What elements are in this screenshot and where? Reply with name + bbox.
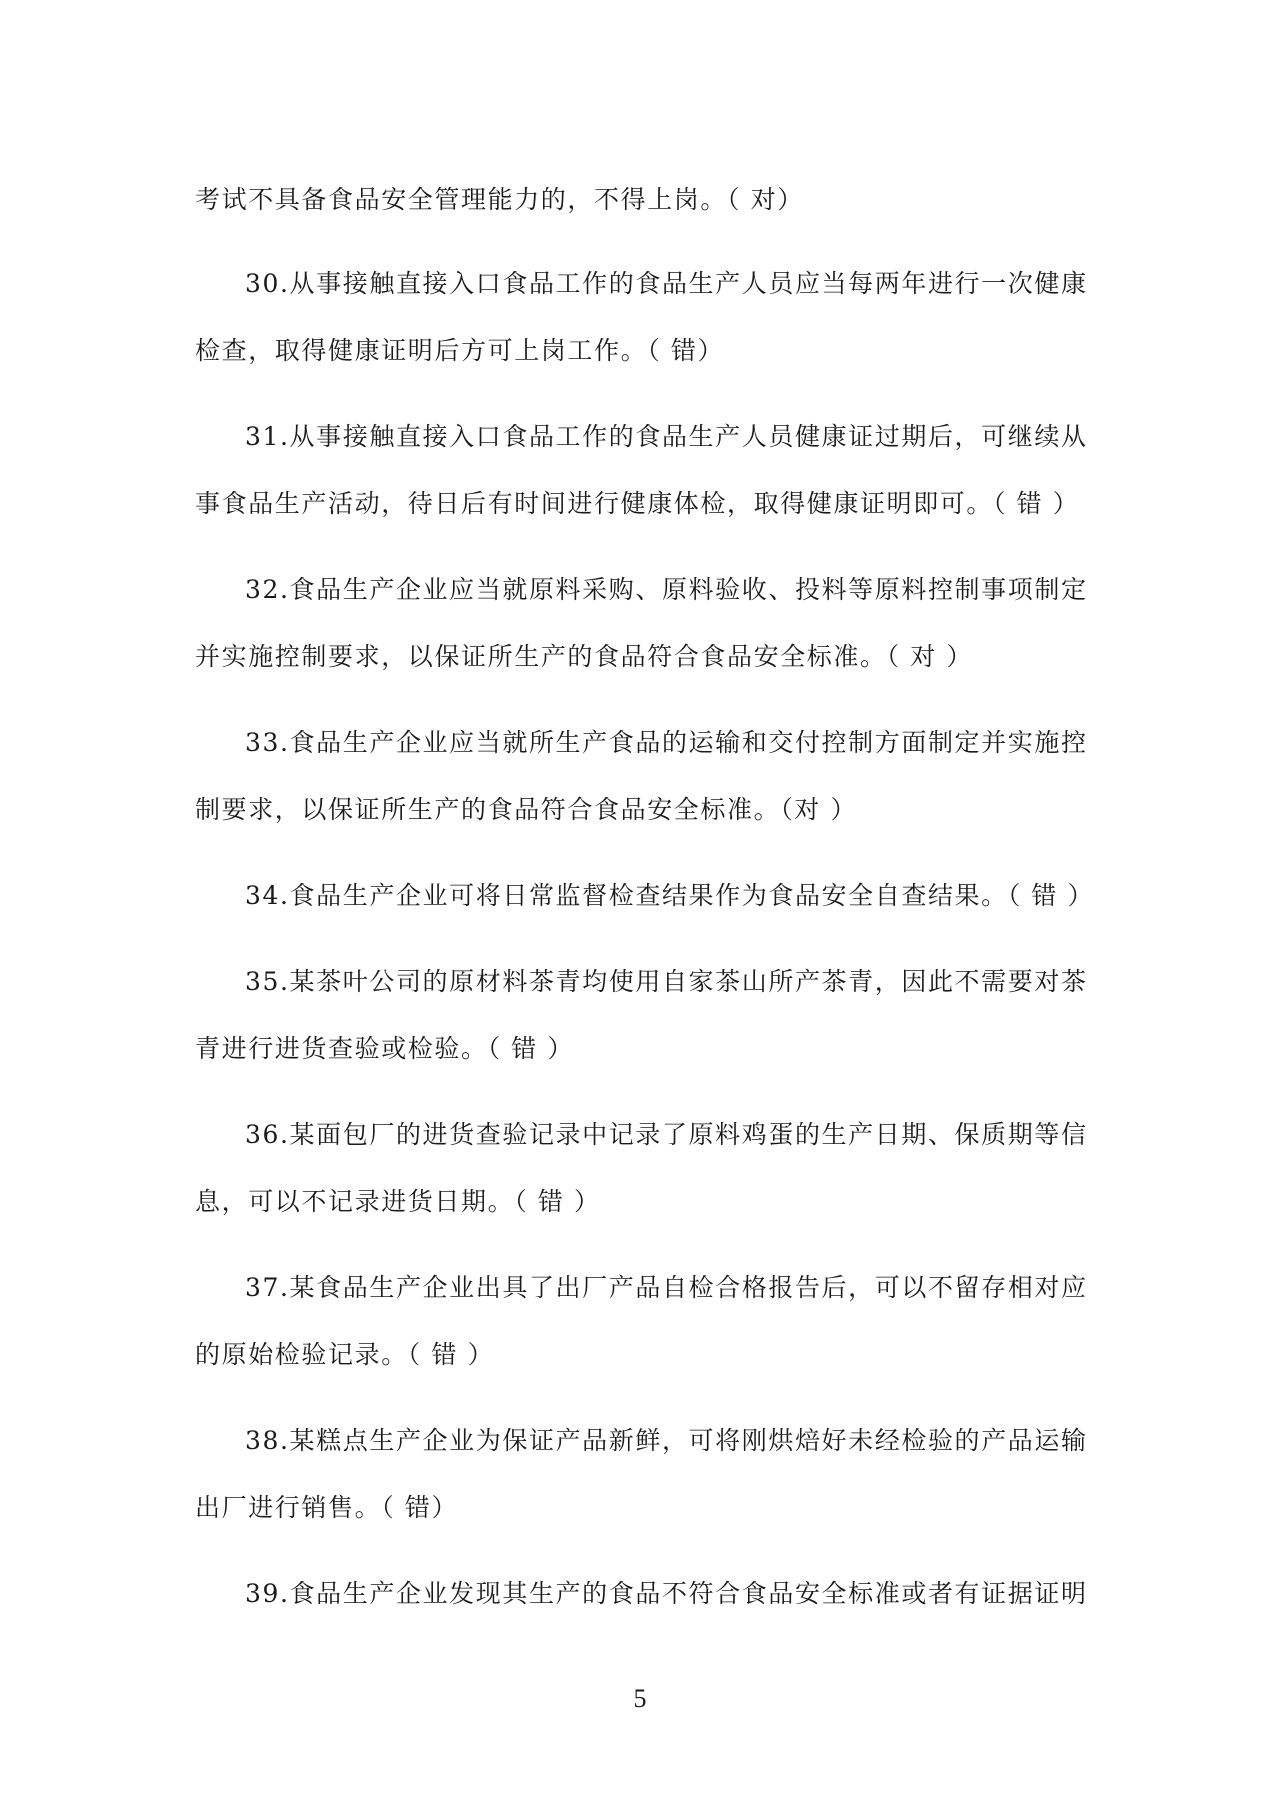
question-30-line-2: 检查，取得健康证明后方可上岗工作。（ 错） bbox=[195, 336, 725, 365]
question-32-line-2: 并实施控制要求，以保证所生产的食品符合食品安全标准。（ 对 ） bbox=[195, 642, 973, 671]
question-39-line-1: 39.食品生产企业发现其生产的食品不符合食品安全标准或者有证据证明 bbox=[245, 1579, 1088, 1608]
page-number: 5 bbox=[633, 1684, 647, 1713]
question-31-line-1: 31.从事接触直接入口食品工作的食品生产人员健康证过期后，可继续从 bbox=[245, 422, 1088, 451]
question-37-line-1: 37.某食品生产企业出具了出厂产品自检合格报告后，可以不留存相对应 bbox=[245, 1273, 1088, 1302]
question-35-line-2: 青进行进货查验或检验。（ 错 ） bbox=[195, 1034, 574, 1063]
question-32-line-1: 32.食品生产企业应当就原料采购、原料验收、投料等原料控制事项制定 bbox=[245, 575, 1088, 604]
question-36-line-2: 息，可以不记录进货日期。（ 错 ） bbox=[195, 1187, 601, 1216]
question-30-line-1: 30.从事接触直接入口食品工作的食品生产人员应当每两年进行一次健康 bbox=[245, 269, 1088, 298]
question-31-line-2: 事食品生产活动，待日后有时间进行健康体检，取得健康证明即可。（ 错 ） bbox=[195, 489, 1080, 518]
question-33-line-1: 33.食品生产企业应当就所生产食品的运输和交付控制方面制定并实施控 bbox=[245, 728, 1088, 757]
question-33-line-2: 制要求，以保证所生产的食品符合食品安全标准。（对 ） bbox=[195, 795, 858, 824]
question-36-line-1: 36.某面包厂的进货查验记录中记录了原料鸡蛋的生产日期、保质期等信 bbox=[245, 1120, 1088, 1149]
question-34-line-1: 34.食品生产企业可将日常监督检查结果作为食品安全自查结果。（ 错 ） bbox=[245, 881, 1095, 910]
text-line: 考试不具备食品安全管理能力的，不得上岗。（ 对） bbox=[195, 185, 804, 214]
question-35-line-1: 35.某茶叶公司的原材料茶青均使用自家茶山所产茶青，因此不需要对茶 bbox=[245, 967, 1088, 996]
question-37-line-2: 的原始检验记录。（ 错 ） bbox=[195, 1340, 495, 1369]
question-38-line-2: 出厂进行销售。（ 错） bbox=[195, 1493, 459, 1522]
question-38-line-1: 38.某糕点生产企业为保证产品新鲜，可将刚烘焙好未经检验的产品运输 bbox=[245, 1426, 1088, 1455]
